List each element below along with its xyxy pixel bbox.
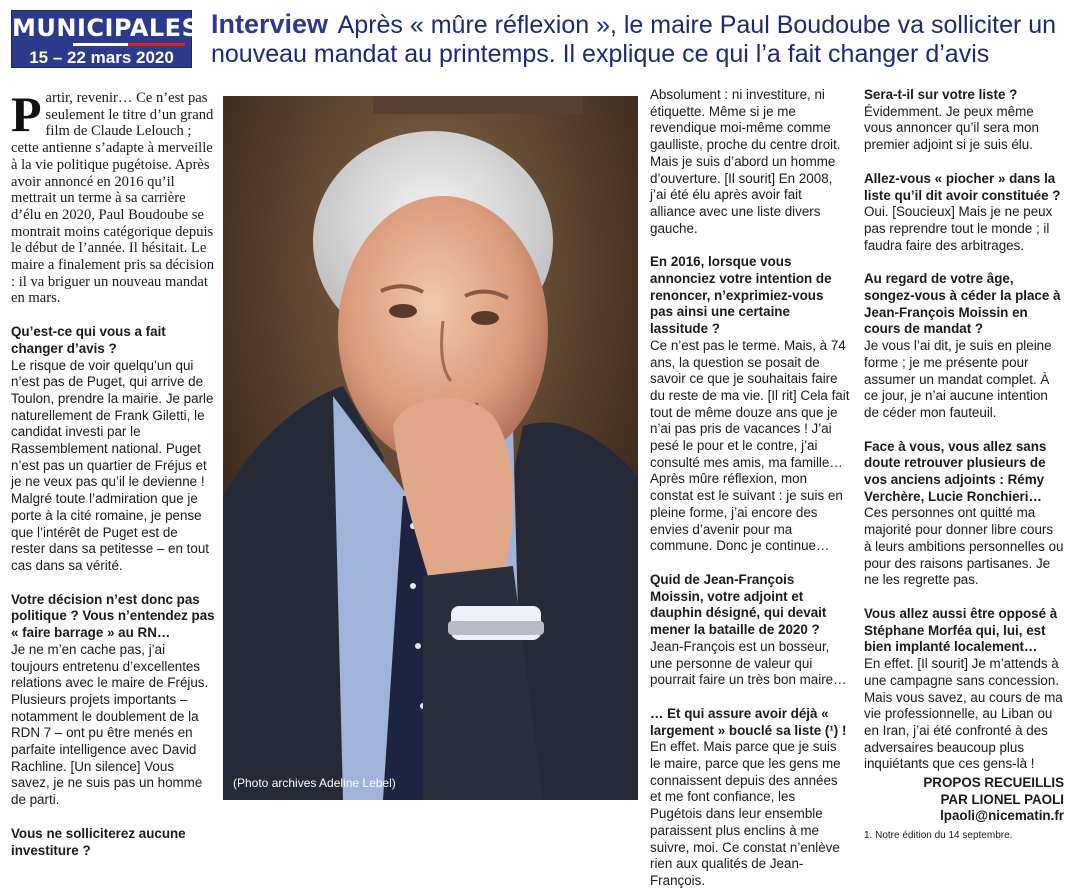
headline xyxy=(211,10,1066,69)
answer: En effet. [Il sourit] Je m’attends à une campagne sans concession. Mais vous savez, au cours de ma vie professionnelle, au Liban ou en Iran, j’ai été confronté à des adversaires beaucoup plus inquiétants que ces gens-là ! xyxy=(864,656,1063,772)
question: En 2016, lorsque vous annonciez votre intention de renoncer, n’exprimiez-vous pas ainsi une certaine lassitude ? xyxy=(650,254,832,337)
footnote: 1. Notre édition du 14 septembre. xyxy=(864,830,1013,842)
answer: Jean-François est un bosseur, une personne de valeur qui pourrait faire un très bon maire… xyxy=(650,638,847,688)
column-3 xyxy=(650,87,850,890)
answer: Évidemment. Je peux même vous annoncer qu’il sera mon premier adjoint si je suis élu. xyxy=(864,103,1039,153)
intro-text: artir, revenir… Ce n’est pas seulement le titre d’un grand film de Claude Lelouch ; cette antienne s’adapte à merveille à la vie politique pugétoise. Après avoir annoncé en 2016 qu’il mettrait un terme à sa carrière d’élu en 2020, Paul Boudoube se montrait moins catégorique depuis le début de l’année. Il hésitait. Le maire a finalement pris sa décision : il va briguer un nouveau mandat en mars. xyxy=(11,90,215,307)
question: Sera-t-il sur votre liste ? xyxy=(864,87,1018,102)
answer: Ce n’est pas le terme. Mais, à 74 ans, la question se posait de savoir ce que je souhaitais faire du reste de ma vie. [Il rit] Cela fait tout de même douze ans que je n’ai pas pris de vacances ! J’ai pesé le pour et le contre, j’ai consulté mes amis, ma famille… Après mûre réflexion, mon constat est le suivant : je suis en pleine forme, j’ai encore des envies d’avenir pour ma commune. Donc je continue… xyxy=(650,337,850,554)
portrait-photo xyxy=(223,96,638,800)
signature-line-2: PAR LIONEL PAOLI xyxy=(940,791,1064,807)
answer: Le risque de voir quelqu’un qui n’est pas de Puget, qui arrive de Toulon, prendre la mairie. Je parle naturellement de Frank Giletti, le candidat investi par le Rassemblement national. Puget n’est pas un quartier de Fréjus et je ne veux pas qu’il le devienne ! Malgré toute l’admiration que je porte à la cité romaine, je pense que l’intérêt de Puget est de rester dans sa petitesse – en tout cas dans sa vérité. xyxy=(11,357,214,573)
question: Votre décision n’est donc pas politique ? Vous n’entendez pas « faire barrage » au RN… xyxy=(11,591,215,641)
column-1 xyxy=(11,87,215,859)
question: Vous ne solliciterez aucune investiture ? xyxy=(11,825,186,858)
intro-paragraph xyxy=(11,86,215,307)
answer: Absolument : ni investiture, ni étiquette. Même si je me revendique moi-même comme gaulliste, proche du centre droit. Mais je suis d’abord un homme d’ouverture. [Il sourit] En 2008, j’ai été élu après avoir fait alliance avec une liste divers gauche. xyxy=(650,87,841,236)
badge-dates: 15 – 22 mars 2020 xyxy=(29,48,174,67)
answer: Je ne m’en cache pas, j’ai toujours entretenu d’excellentes relations avec le maire de Fréjus. Plusieurs projets importants – notamment le doublement de la RDN 7 – ont pu être menés en parfaite intelligence avec David Rachline. [Un silence] Vous savez, je ne suis pas un homme de parti. xyxy=(11,641,209,808)
question: Allez-vous « piocher » dans la liste qu’il dit avoir constituée ? xyxy=(864,170,1061,203)
question: … Et qui assure avoir déjà « largement » bouclé sa liste (¹) ! xyxy=(650,705,847,738)
answer: Ces personnes ont quitté ma majorité pour donner libre cours à leurs ambitions personnelles ou pour des raisons partisanes. Je ne les regrette pas. xyxy=(864,505,1064,588)
answer: Oui. [Soucieux] Mais je ne peux pas reprendre tout le monde ; il faudra faire des arbitrages. xyxy=(864,204,1053,253)
portrait-illustration xyxy=(223,96,638,800)
qa-block-col1 xyxy=(11,324,215,859)
question: Face à vous, vous allez sans doute retrouver plusieurs de vos anciens adjoints : Rémy Verchère, Lucie Ronchieri… xyxy=(864,438,1047,504)
question: Qu’est-ce qui vous a fait changer d’avis ? xyxy=(11,324,166,356)
dropcap: P xyxy=(11,86,42,142)
headline-kicker: Interview xyxy=(211,9,329,39)
municipales-badge xyxy=(11,10,200,68)
badge-title: MUNICIPALES xyxy=(12,14,200,42)
photo-caption: (Photo archives Adeline Lebel) xyxy=(233,776,396,790)
author-email[interactable]: lpaoli@nicematin.fr xyxy=(940,808,1064,824)
answer: Je vous l’ai dit, je suis en pleine forme ; je me présente pour assumer un mandat complet. À ce jour, je n’ai aucune intention de céder mon fauteuil. xyxy=(864,338,1052,420)
answer: En effet. Mais parce que je suis le maire, parce que les gens me connaissent depuis des années et me font confiance, les Pugétois dans leur ensemble paraissent plus enclins à me suivre, moi. Ce constat n’enlève rien aux qualités de Jean-François. xyxy=(650,739,841,888)
column-4 xyxy=(864,87,1064,842)
signature-line-1: PROPOS RECUEILLIS xyxy=(923,775,1064,791)
question: Vous allez aussi être opposé à Stéphane Morféa qui, lui, est bien implanté localement… xyxy=(864,605,1058,655)
question: Au regard de votre âge, songez-vous à céder la place à Jean-François Moissin en cours de mandat ? xyxy=(864,271,1061,337)
question: Quid de Jean-François Moissin, votre adjoint et dauphin désigné, qui devait mener la bataille de 2020 ? xyxy=(650,571,827,638)
tricolor-stripe xyxy=(18,43,185,46)
headline-text: Après « mûre réflexion », le maire Paul Boudoube va solliciter un nouveau mandat au printemps. Il explique ce qui l’a fait changer d’avis xyxy=(211,11,1057,68)
